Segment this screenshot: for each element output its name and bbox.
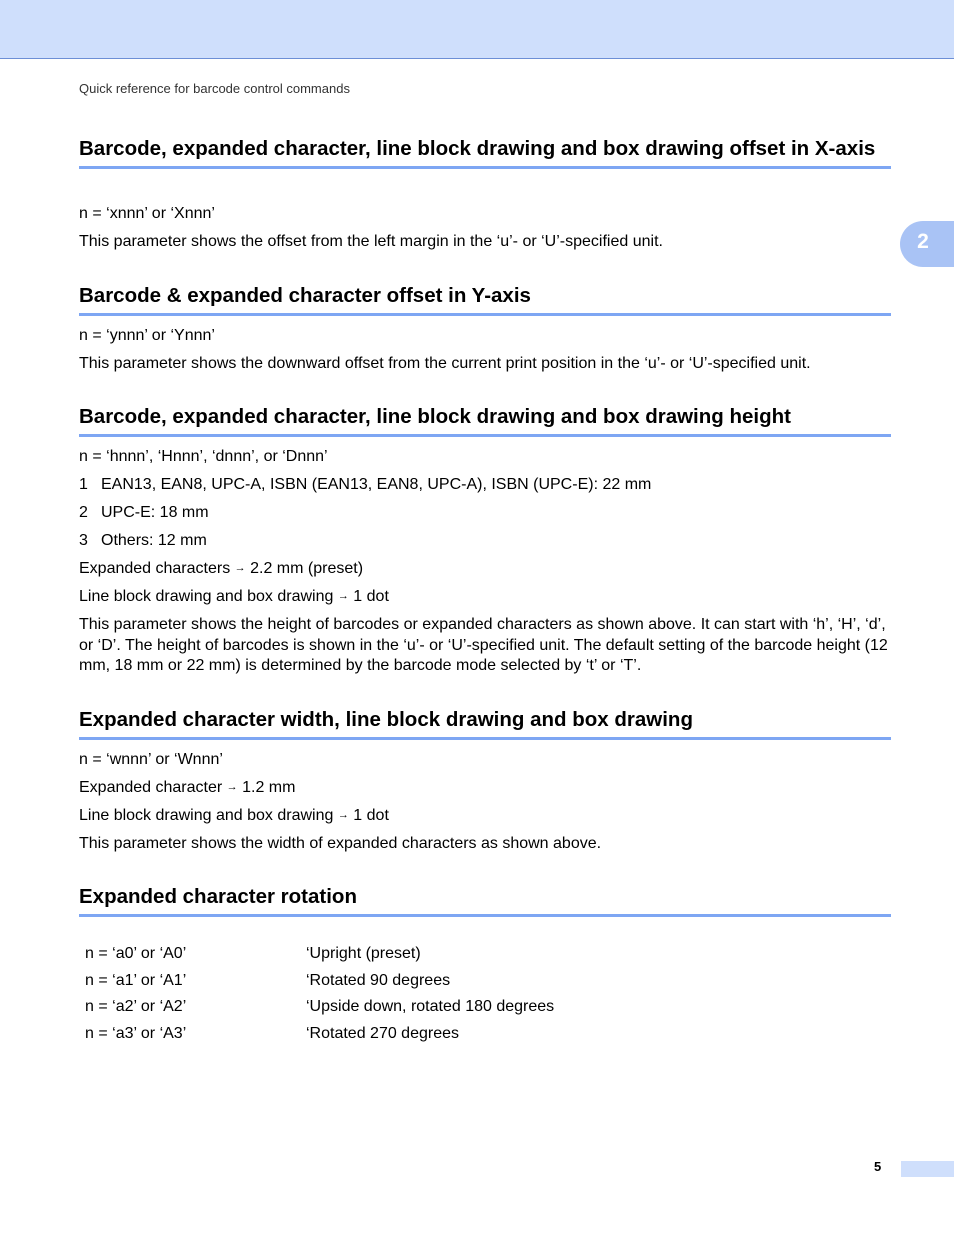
height-description: This parameter shows the height of barcodes or expanded characters as shown above. It can start with ‘h’, ‘H’, ‘d’, or ‘D’. The height of barcodes is shown in the ‘u’- or ‘U’-specified unit. The default setting of the barcode height (12 mm, 18 mm or 22 mm) is determined by the barcode mode selected by ‘t’ or ‘T’.: [79, 616, 888, 674]
expanded-value: 1.2 mm: [242, 779, 296, 796]
running-header-title: Quick reference for barcode control commands: [79, 81, 350, 96]
list-item-text: UPC-E: 18 mm: [101, 504, 209, 521]
rotation-description: ‘Upside down, rotated 180 degrees: [306, 998, 555, 1016]
line-block-value: 1 dot: [353, 588, 389, 605]
arrow-icon: →: [337, 809, 349, 821]
list-item-number: 1: [79, 476, 88, 493]
expanded-label: Expanded characters: [79, 560, 231, 577]
x-offset-param: n = ‘xnnn’ or ‘Xnnn’: [79, 205, 215, 222]
chapter-tab: [900, 221, 954, 267]
line-block-label: Line block drawing and box drawing: [79, 588, 334, 605]
list-item-text: EAN13, EAN8, UPC-A, ISBN (EAN13, EAN8, UPC-A), ISBN (UPC-E): 22 mm: [101, 476, 652, 493]
rotation-code: n = ‘a0’ or ‘A0’: [85, 945, 187, 962]
line-block-value: 1 dot: [353, 807, 389, 824]
height-param: n = ‘hnnn’, ‘Hnnn’, ‘dnnn’, or ‘Dnnn’: [79, 448, 328, 465]
section-heading-x-offset: Barcode, expanded character, line block drawing and box drawing offset in X-axis: [79, 136, 891, 169]
rotation-code: n = ‘a2’ or ‘A2’: [85, 998, 187, 1016]
line-block-label: Line block drawing and box drawing: [79, 807, 334, 824]
arrow-icon: →: [234, 562, 246, 574]
arrow-icon: →: [226, 781, 238, 793]
arrow-icon: →: [337, 590, 349, 602]
rotation-description: ‘Rotated 90 degrees: [306, 971, 451, 989]
width-expanded-line: [79, 778, 891, 800]
height-line-block-line: [79, 587, 891, 609]
footer-bar: [901, 1161, 954, 1177]
height-expanded-line: [79, 559, 891, 581]
width-description: This parameter shows the width of expanded characters as shown above.: [79, 835, 602, 852]
y-offset-param: n = ‘ynnn’ or ‘Ynnn’: [79, 327, 215, 344]
rotation-description: ‘Rotated 270 degrees: [306, 1025, 459, 1043]
expanded-value: 2.2 mm (preset): [250, 560, 364, 577]
top-header-band: [0, 0, 954, 59]
x-offset-description: This parameter shows the offset from the left margin in the ‘u’- or ‘U’-specified unit.: [79, 233, 663, 250]
page-number: 5: [874, 1159, 882, 1174]
list-item-number: 3: [79, 532, 88, 549]
width-line-block-line: [79, 806, 891, 828]
rotation-code: n = ‘a1’ or ‘A1’: [85, 971, 187, 989]
section-heading-height: Barcode, expanded character, line block drawing and box drawing height: [79, 404, 891, 437]
height-list-item: [79, 531, 891, 552]
width-param: n = ‘wnnn’ or ‘Wnnn’: [79, 751, 223, 768]
rotation-description: ‘Upright (preset): [306, 945, 421, 962]
expanded-label: Expanded character: [79, 779, 223, 796]
section-heading-y-offset: Barcode & expanded character offset in Y-axis: [79, 283, 891, 316]
section-heading-width: Expanded character width, line block drawing and box drawing: [79, 707, 891, 740]
height-list-item: [79, 503, 891, 524]
height-list-item: [79, 475, 891, 496]
rotation-code: n = ‘a3’ or ‘A3’: [85, 1025, 187, 1043]
y-offset-description: This parameter shows the downward offset from the current print position in the ‘u’- or ‘U’-specified unit.: [79, 355, 811, 372]
chapter-tab-number: 2: [917, 230, 929, 253]
list-item-number: 2: [79, 504, 88, 521]
list-item-text: Others: 12 mm: [101, 532, 207, 549]
section-heading-rotation: Expanded character rotation: [79, 884, 891, 917]
